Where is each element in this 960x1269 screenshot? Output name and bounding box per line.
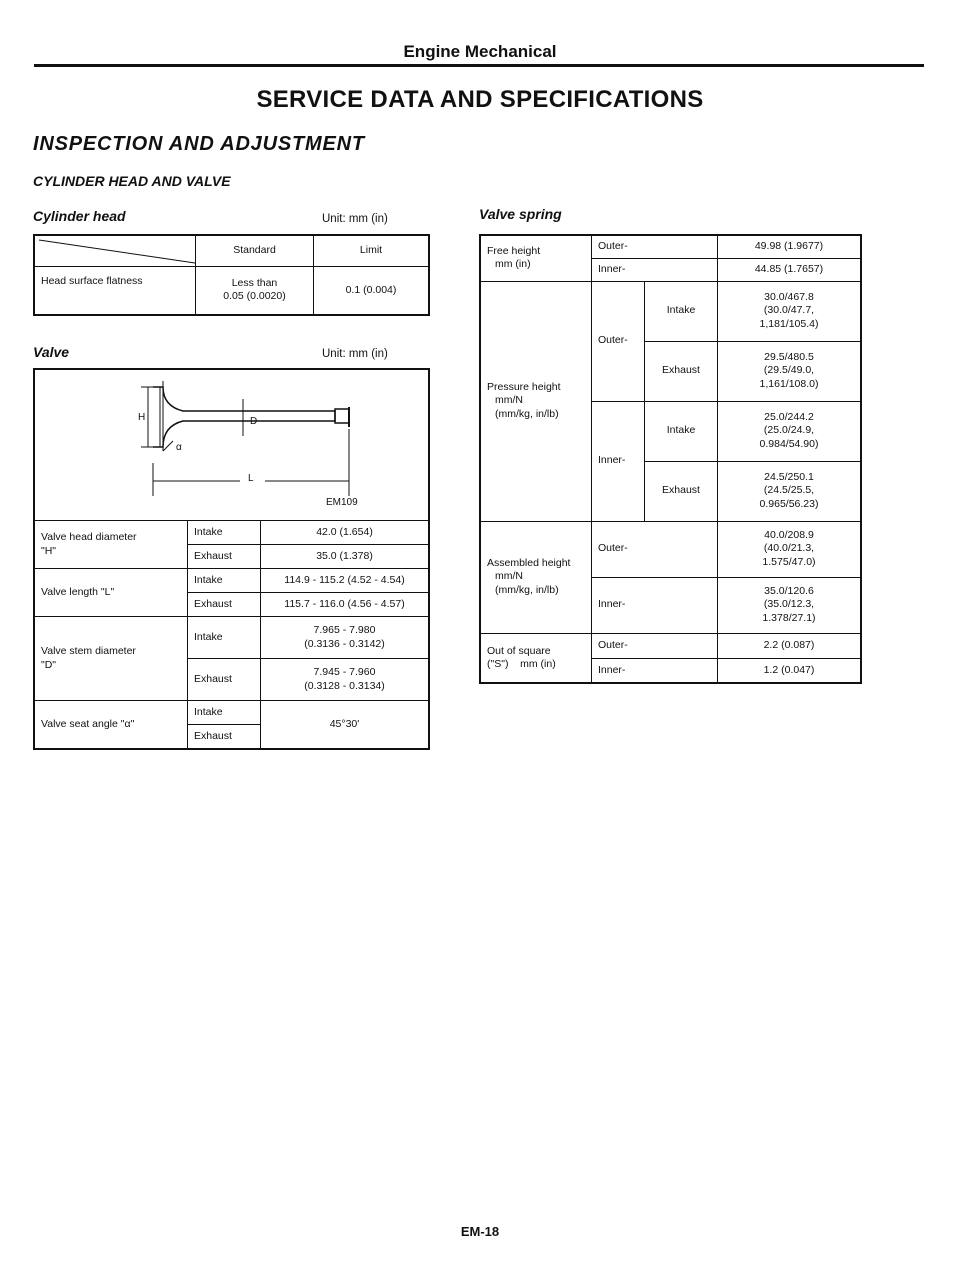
p-outer-exhaust-value — [718, 341, 862, 401]
diagonal-line — [35, 236, 195, 266]
head-diameter-line1: Valve head diameter — [41, 531, 137, 544]
p-outer-label: Outer- — [592, 281, 645, 401]
col-limit: Limit — [314, 235, 430, 267]
valve-figure-cell — [34, 369, 429, 521]
head-diameter-label — [34, 521, 188, 569]
s-inner-label: Inner- — [592, 658, 718, 683]
valve-diagram — [35, 371, 428, 519]
assembled-line3: (mm/kg, in/lb) — [495, 583, 559, 596]
stem-label — [34, 617, 188, 701]
stem-line1: Valve stem diameter — [41, 645, 136, 658]
p-inner-label: Inner- — [592, 401, 645, 521]
head-flatness-standard — [196, 267, 314, 315]
label-l: L — [248, 473, 254, 484]
p-inner-intake-v1: 25.0/244.2 — [764, 411, 814, 424]
p-outer-exhaust-v2: (29.5/49.0, — [763, 364, 815, 377]
page-header: Engine Mechanical — [403, 42, 557, 61]
length-exhaust-label: Exhaust — [188, 593, 261, 617]
a-inner-v3: 1.378/27.1) — [762, 611, 816, 624]
head-intake-value: 42.0 (1.654) — [261, 521, 430, 545]
seat-exhaust-label: Exhaust — [188, 725, 261, 749]
head-flatness-limit: 0.1 (0.004) — [314, 267, 430, 315]
valve-title: Valve — [33, 344, 70, 360]
a-outer-v2: (40.0/21.3, — [763, 542, 815, 555]
p-outer-intake-v3: 1,181/105.4) — [759, 317, 819, 330]
label-alpha: α — [176, 442, 182, 453]
length-exhaust-value: 115.7 - 116.0 (4.56 - 4.57) — [261, 593, 430, 617]
page-number: EM-18 — [460, 1224, 500, 1239]
head-exhaust-label: Exhaust — [188, 545, 261, 569]
standard-line1: Less than — [231, 277, 278, 290]
head-intake-label: Intake — [188, 521, 261, 545]
stem-line2: "D" — [41, 658, 57, 671]
p-inner-exhaust-label: Exhaust — [645, 461, 718, 521]
a-inner-v1: 35.0/120.6 — [764, 585, 814, 598]
pressure-line1: Pressure height — [487, 381, 561, 394]
label-h: H — [138, 412, 146, 423]
stem-intake-label: Intake — [188, 617, 261, 659]
main-title: SERVICE DATA AND SPECIFICATIONS — [256, 86, 704, 113]
p-inner-exhaust-v2: (24.5/25.5, — [763, 484, 815, 497]
stem-exhaust-value — [261, 659, 430, 701]
p-outer-intake-value — [718, 281, 862, 341]
p-outer-exhaust-label: Exhaust — [645, 341, 718, 401]
free-line2: mm (in) — [495, 258, 531, 271]
valve-spring-table — [479, 234, 862, 684]
p-outer-intake-v1: 30.0/467.8 — [764, 291, 814, 304]
stem-exhaust-v1: 7.945 - 7.960 — [313, 666, 376, 679]
p-outer-intake-label: Intake — [645, 281, 718, 341]
a-inner-value — [718, 577, 862, 633]
p-inner-exhaust-v1: 24.5/250.1 — [764, 471, 814, 484]
section-title: INSPECTION AND ADJUSTMENT — [33, 133, 365, 155]
stem-exhaust-label: Exhaust — [188, 659, 261, 701]
p-inner-exhaust-value — [718, 461, 862, 521]
cylinder-head-table — [33, 234, 430, 316]
pressure-height-label — [480, 281, 592, 521]
seat-intake-label: Intake — [188, 701, 261, 725]
length-intake-label: Intake — [188, 569, 261, 593]
p-inner-intake-v3: 0.984/54.90) — [759, 437, 819, 450]
p-inner-exhaust-v3: 0.965/56.23) — [759, 497, 819, 510]
a-outer-v3: 1.575/47.0) — [762, 555, 816, 568]
seat-label: Valve seat angle "α" — [34, 701, 188, 749]
s-inner-value: 1.2 (0.047) — [718, 658, 862, 683]
free-line1: Free height — [487, 245, 541, 258]
p-outer-intake-v2: (30.0/47.7, — [763, 304, 815, 317]
s-outer-label: Outer- — [592, 633, 718, 658]
figure-code: EM109 — [326, 497, 358, 508]
p-outer-exhaust-v1: 29.5/480.5 — [764, 351, 814, 364]
head-diameter-line2: "H" — [41, 544, 57, 557]
stem-intake-v1: 7.965 - 7.980 — [313, 624, 376, 637]
a-outer-value — [718, 521, 862, 577]
stem-exhaust-v2: (0.3128 - 0.3134) — [304, 679, 385, 692]
a-inner-v2: (35.0/12.3, — [763, 598, 815, 611]
diagonal-header-cell — [34, 235, 196, 267]
p-inner-intake-v2: (25.0/24.9, — [763, 424, 815, 437]
free-inner-label: Inner- — [592, 258, 718, 281]
free-outer-label: Outer- — [592, 235, 718, 258]
a-outer-label: Outer- — [592, 521, 718, 577]
label-d: D — [250, 416, 258, 427]
subsection-title: CYLINDER HEAD AND VALVE — [33, 173, 231, 189]
length-intake-value: 114.9 - 115.2 (4.52 - 4.54) — [261, 569, 430, 593]
s-outer-value: 2.2 (0.087) — [718, 633, 862, 658]
length-label: Valve length "L" — [34, 569, 188, 617]
stem-intake-value — [261, 617, 430, 659]
head-flatness-label: Head surface flatness — [34, 267, 196, 315]
cylinder-head-title: Cylinder head — [33, 208, 126, 224]
pressure-line3: (mm/kg, in/lb) — [495, 407, 559, 420]
col-standard: Standard — [196, 235, 314, 267]
stem-intake-v2: (0.3136 - 0.3142) — [304, 637, 385, 650]
square-line2: ("S") mm (in) — [487, 657, 556, 670]
free-outer-value: 49.98 (1.9677) — [718, 235, 862, 258]
pressure-line2: mm/N — [495, 394, 523, 407]
assembled-line2: mm/N — [495, 570, 523, 583]
p-inner-intake-label: Intake — [645, 401, 718, 461]
a-inner-label: Inner- — [592, 577, 718, 633]
standard-line2: 0.05 (0.0020) — [223, 290, 286, 303]
valve-table — [33, 368, 430, 750]
valve-unit: Unit: mm (in) — [322, 348, 388, 360]
header-rule — [34, 64, 924, 67]
free-inner-value: 44.85 (1.7657) — [718, 258, 862, 281]
assembled-height-label — [480, 521, 592, 633]
cylinder-head-unit: Unit: mm (in) — [322, 213, 388, 225]
seat-value: 45°30' — [261, 701, 430, 749]
free-height-label — [480, 235, 592, 281]
p-inner-intake-value — [718, 401, 862, 461]
a-outer-v1: 40.0/208.9 — [764, 529, 814, 542]
head-exhaust-value: 35.0 (1.378) — [261, 545, 430, 569]
valve-spring-title: Valve spring — [479, 206, 562, 222]
p-outer-exhaust-v3: 1,161/108.0) — [759, 377, 819, 390]
out-of-square-label — [480, 633, 592, 683]
assembled-line1: Assembled height — [487, 557, 571, 570]
square-line1: Out of square — [487, 644, 551, 657]
